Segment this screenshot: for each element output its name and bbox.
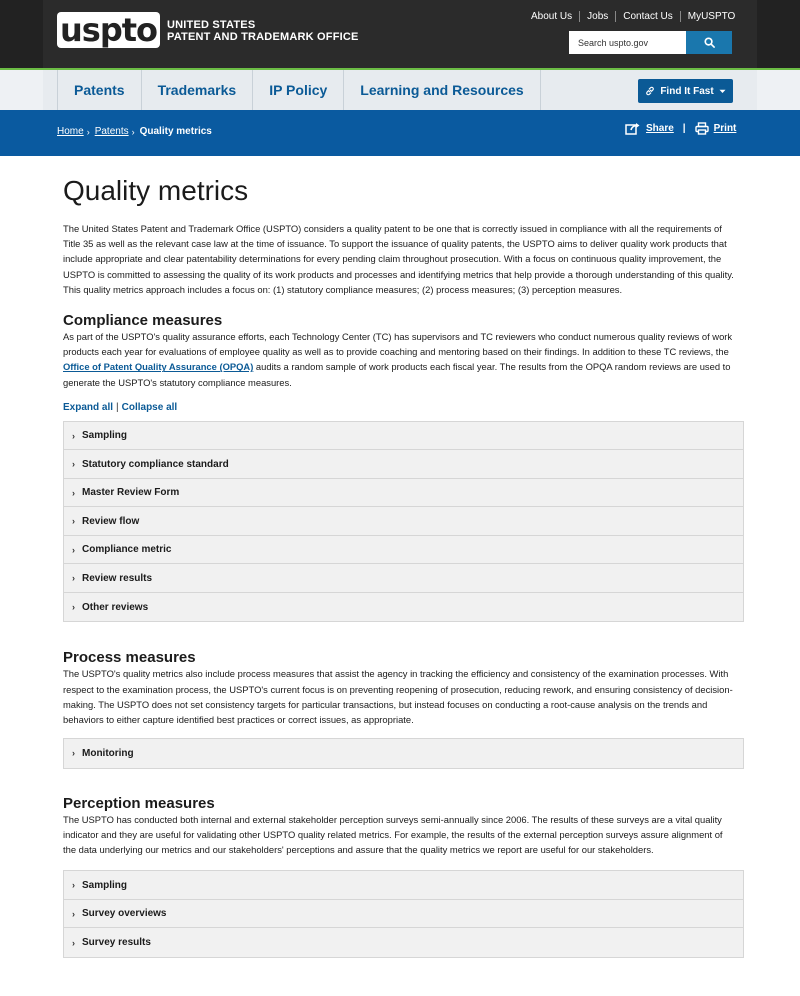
search-input[interactable]	[569, 31, 686, 54]
find-it-fast-label: Find It Fast	[660, 85, 714, 97]
share-icon	[625, 122, 641, 135]
accordion-item-label: Review results	[82, 572, 153, 584]
link-icon	[645, 86, 655, 96]
share-link[interactable]: Share	[646, 123, 674, 134]
accordion-item-other-reviews[interactable]	[64, 593, 743, 622]
chevron-right-icon: ›	[86, 126, 90, 137]
accordion-item-label: Survey results	[82, 937, 151, 948]
print-icon	[695, 122, 709, 135]
breadcrumb-patents[interactable]: Patents	[94, 126, 129, 137]
agency-line-2: PATENT AND TRADEMARK OFFICE	[167, 31, 359, 43]
compliance-text-end: audits a random sample of work products each fiscal year. The results from the OPQA random reviews are used to generate the USPTO's statutory compliance measures.	[63, 361, 731, 388]
caret-down-icon	[719, 89, 726, 94]
chevron-right-icon: ›	[72, 937, 75, 948]
utility-nav	[531, 11, 735, 22]
chevron-right-icon: ›	[72, 459, 75, 470]
collapse-all-link[interactable]: Collapse all	[121, 401, 178, 413]
utility-link-about-us[interactable]: About Us	[531, 11, 573, 22]
expand-collapse-separator: |	[116, 401, 119, 413]
accordion-item-statutory-compliance-standard[interactable]	[64, 450, 743, 479]
compliance-text-start: As part of the USPTO's quality assurance efforts, each Technology Center (TC) has supervisors and TC reviewers who conduct numerous quality reviews of work products each year for evaluations of employee quality as well as to provide coaching and mentoring based on their findings. In addition to these TC reviews, the	[63, 331, 733, 358]
actions-separator: |	[682, 123, 686, 134]
chevron-right-icon: ›	[72, 908, 75, 919]
agency-name[interactable]	[167, 19, 359, 43]
accordion-item-label: Statutory compliance standard	[82, 458, 229, 470]
nav-item-patents[interactable]: Patents	[57, 70, 142, 110]
expand-all-link[interactable]: Expand all	[63, 401, 114, 413]
accordion-item-label: Review flow	[82, 515, 140, 527]
utility-separator	[680, 11, 681, 22]
perception-accordion	[63, 870, 744, 958]
chevron-right-icon: ›	[72, 544, 75, 555]
perception-paragraph: The USPTO has conducted both internal and external stakeholder perception surveys semi-annually since 2006. The results of these surveys are a vital quality indicator and they are useful for validating other USPTO quality related metrics. For example, the results of the external perception surveys assure alignment of the data underlying our metrics and our stakeholders' perceptions and assure that the quality metrics we report are useful for our stakeholders.	[63, 813, 723, 856]
page-actions	[625, 122, 736, 135]
utility-separator	[579, 11, 580, 22]
accordion-item-monitoring[interactable]	[64, 739, 743, 768]
compliance-accordion	[63, 421, 744, 623]
accordion-item-label: Survey overviews	[82, 908, 167, 919]
accordion-item-label: Compliance metric	[82, 544, 172, 556]
accordion-item-survey-results[interactable]	[64, 928, 743, 957]
process-heading: Process measures	[63, 649, 196, 667]
main-nav-items	[57, 70, 541, 110]
accordion-item-label: Other reviews	[82, 601, 149, 613]
chevron-right-icon: ›	[72, 516, 75, 527]
accordion-item-label: Monitoring	[82, 747, 134, 759]
process-accordion	[63, 738, 744, 769]
accordion-item-review-flow[interactable]	[64, 507, 743, 536]
perception-heading: Perception measures	[63, 794, 215, 812]
main-content	[63, 174, 743, 958]
process-paragraph: The USPTO's quality metrics also include process measures that assist the agency in tracking the efficiency and consistency of the examination processes. With respect to the examination process, the USPTO's current focus is on preventing reopening of prosecution, reducing rework, and ensuring consistency of decision-making. The USPTO does not set consistency targets for particular transactions, but instead focuses on conducting a root-cause analysis on the trends and behaviors to either capture identified best practices or correct issues, as appropriate.	[63, 668, 733, 725]
accordion-item-master-review-form[interactable]	[64, 479, 743, 508]
chevron-right-icon: ›	[72, 602, 75, 613]
chevron-right-icon: ›	[72, 487, 75, 498]
utility-link-jobs[interactable]: Jobs	[587, 11, 609, 22]
chevron-right-icon: ›	[131, 126, 135, 137]
compliance-heading: Compliance measures	[63, 312, 223, 330]
main-nav	[0, 68, 800, 110]
accordion-item-sampling[interactable]	[64, 871, 743, 900]
uspto-logo[interactable]: uspto	[57, 12, 160, 48]
nav-item-learning-and-resources[interactable]: Learning and Resources	[344, 70, 540, 110]
chevron-right-icon: ›	[72, 430, 75, 441]
accordion-item-sampling[interactable]	[64, 422, 743, 451]
utility-separator	[615, 11, 616, 22]
accordion-item-review-results[interactable]	[64, 564, 743, 593]
accordion-item-survey-overviews[interactable]	[64, 900, 743, 929]
opqa-link[interactable]: Office of Patent Quality Assurance (OPQA)	[63, 361, 254, 373]
site-search	[569, 31, 732, 54]
find-it-fast-button[interactable]	[638, 79, 733, 103]
chevron-right-icon: ›	[72, 573, 75, 584]
nav-item-trademarks[interactable]: Trademarks	[142, 70, 254, 110]
accordion-item-label: Sampling	[82, 879, 128, 891]
chevron-right-icon: ›	[72, 880, 75, 890]
page-title: Quality metrics	[63, 175, 249, 206]
breadcrumb-current: Quality metrics	[139, 126, 212, 137]
breadcrumb	[57, 126, 212, 137]
agency-line-1: UNITED STATES	[167, 19, 256, 31]
utility-link-myuspto[interactable]: MyUSPTO	[687, 11, 736, 22]
breadcrumb-home[interactable]: Home	[57, 126, 84, 137]
accordion-item-label: Master Review Form	[82, 487, 180, 499]
compliance-paragraph	[63, 329, 735, 390]
accordion-item-compliance-metric[interactable]	[64, 536, 743, 565]
accordion-item-label: Sampling	[82, 430, 128, 442]
nav-item-ip-policy[interactable]: IP Policy	[253, 70, 344, 110]
search-icon	[704, 37, 715, 48]
print-link[interactable]: Print	[713, 123, 737, 134]
chevron-right-icon: ›	[72, 748, 75, 759]
intro-paragraph: The United States Patent and Trademark Office (USPTO) considers a quality patent to be one that is correctly issued in compliance with all the requirements of Title 35 as well as the relevant case law at the time of issuance. To support the issuance of quality patents, the USPTO aims to deliver quality work products that include appropriate and clear patentability determinations for every pending claim throughout prosecution. With a focus on continuous quality improvement, the USPTO is committed to assessing the quality of its work products and processes and identifying metrics that help provide a thorough understanding of this quality. This quality metrics approach includes a focus on: (1) statutory compliance measures; (2) process measures; (3) perception measures.	[63, 223, 734, 295]
utility-link-contact-us[interactable]: Contact Us	[623, 11, 673, 22]
expand-collapse-controls	[63, 402, 743, 413]
search-button[interactable]	[686, 31, 732, 54]
